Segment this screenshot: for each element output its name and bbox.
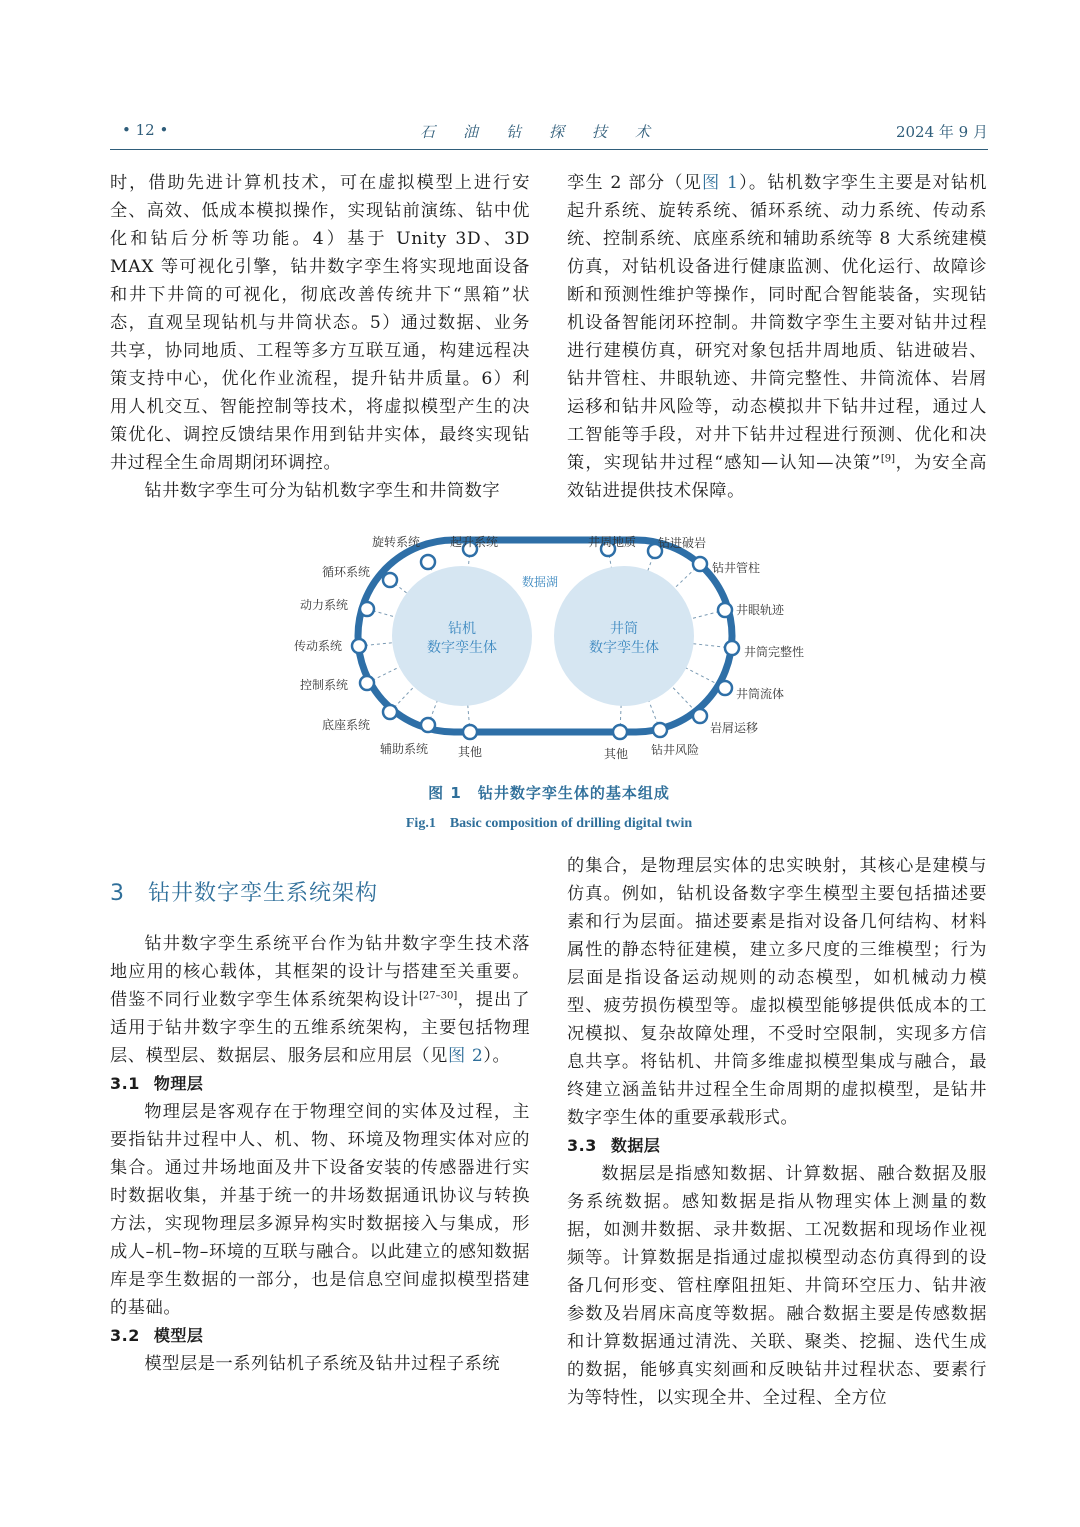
- citation[interactable]: [27–30]: [419, 990, 458, 1002]
- rig-node: [421, 555, 435, 569]
- right-column-top: [567, 169, 987, 505]
- well-node-label: 井筒流体: [736, 687, 785, 701]
- left-column-bottom: [110, 880, 530, 1378]
- well-circle-line-2: 数字孪生体: [589, 640, 659, 656]
- paragraph: 的集合，是物理层实体的忠实映射，其核心是建模与仿真。例如，钻机设备数字孪生模型主要包括描述要素和行为层面。描述要素是指对设备几何结构、材料属性的静态特征建模，建立多尺度的三维模型；行为层面是指设备运动规则的动态模型，如机械动力模型、疲劳损伤模型等。虚拟模型能够提供低成本的工况模拟、复杂故障处理，不受时空限制，实现多方信息共享。将钻机、井筒多维虚拟模型集成与融合，最终建立涵盖钻井过程全生命周期的虚拟模型，是钻井数字孪生体的重要承载形式。: [567, 856, 987, 1128]
- well-node-label: 井眼轨迹: [736, 603, 785, 617]
- text-run: ，提出了适用于钻井数字孪生的五维系统架构，主要包括物理层、模型层、数据层、服务层和应用层（见: [110, 990, 531, 1066]
- text-run: 孪生 2 部分（见: [567, 173, 702, 193]
- rig-node: [360, 676, 374, 690]
- well-node: [693, 709, 707, 723]
- digital-twin-diagram: [270, 520, 830, 768]
- subsection-number: 3.1: [110, 1074, 140, 1093]
- data-lake-label: 数据湖: [521, 575, 559, 589]
- subsection-number: 3.3: [567, 1136, 597, 1155]
- rig-node-label: 循环系统: [321, 565, 370, 579]
- paragraph: 时，借助先进计算机技术，可在虚拟模型上进行安全、高效、低成本模拟操作，实现钻前演练、钻中优化和钻后分析等功能。4）基于 Unity 3D、3D MAX 等可视化引擎，钻井数字孪生将实现地面设备和井下井筒的可视化，彻底改善传统井下“黑箱”状态，直观呈现钻机与井筒状态。5）通过数据、业务共享，协同地质、工程等多方互联互通，构建远程决策支持中心，优化作业流程，提升钻井质量。6）利用人机交互、智能控制等技术，将虚拟模型产生的决策优化、调控反馈结果作用到钻井实体，最终实现钻井过程全生命周期闭环调控。: [110, 173, 530, 473]
- well-node-label: 钻井管柱: [712, 561, 761, 575]
- well-node-label: 岩屑运移: [710, 721, 759, 735]
- rig-circle-line-1: 钻机: [448, 621, 476, 637]
- well-node-label: 钻井风险: [650, 743, 700, 757]
- well-node-label: 其他: [603, 747, 629, 761]
- paragraph: 物理层是客观存在于物理空间的实体及过程，主要指钻井过程中人、机、物、环境及物理实体对应的集合。通过井场地面及井下设备安装的传感器进行实时数据收集，并基于统一的井场数据通讯协议与转换方法，实现物理层多源异构实时数据接入与集成，形成人–机–物–环境的互联与融合。以此建立的感知数据库是孪生数据的一部分，也是信息空间虚拟模型搭建的基础。: [110, 1102, 530, 1318]
- well-node: [718, 681, 732, 695]
- issue-date: 2024 年 9 月: [895, 123, 988, 141]
- rig-node-label: 控制系统: [299, 678, 348, 692]
- rig-node-label: 底座系统: [321, 718, 370, 732]
- figure-caption-en: Fig.1 Basic composition of drilling digital twin: [405, 816, 693, 831]
- paragraph: [567, 169, 987, 505]
- well-node-label: 井周地质: [587, 535, 637, 549]
- rig-node: [352, 639, 366, 653]
- well-node: [613, 725, 627, 739]
- rig-node-label: 其他: [457, 745, 483, 759]
- subsection-title: 模型层: [153, 1326, 204, 1345]
- figure-link[interactable]: 图 1: [701, 173, 739, 193]
- right-column-bottom: [567, 852, 987, 1412]
- rig-node-label: 旋转系统: [371, 535, 420, 549]
- rig-node-label: 动力系统: [299, 598, 348, 612]
- paragraph: 数据层是指感知数据、计算数据、融合数据及服务系统数据。感知数据是指从物理实体上测量的数据，如测井数据、录井数据、工况数据和现场作业视频等。计算数据是指通过虚拟模型动态仿真得到的设备几何形变、管柱摩阻扭矩、井筒环空压力、钻井液参数及岩屑床高度等数据。融合数据主要是传感数据和计算数据通过清洗、关联、聚类、挖掘、迭代生成的数据，能够真实刻画和反映钻井过程状态、要素行为等特性，以实现全井、全过程、全方位: [567, 1164, 987, 1408]
- text-run: ）。: [483, 1046, 511, 1066]
- subsection-number: 3.2: [110, 1326, 140, 1345]
- rig-node: [383, 705, 397, 719]
- figure-1: [270, 520, 830, 768]
- rig-node: [360, 602, 374, 616]
- header-rule: [110, 149, 988, 150]
- well-node: [693, 557, 707, 571]
- well-node: [725, 641, 739, 655]
- paragraph: 钻井数字孪生可分为钻机数字孪生和井筒数字: [144, 481, 501, 501]
- running-header: [110, 121, 988, 147]
- rig-node: [463, 725, 477, 739]
- section-heading: 3 钻井数字孪生系统架构: [110, 881, 378, 906]
- paragraph: [110, 930, 530, 1070]
- subsection-heading: [567, 1132, 987, 1160]
- journal-title: 石油钻探技术: [419, 123, 678, 141]
- subsection-title: 物理层: [153, 1074, 204, 1093]
- well-node: [653, 723, 667, 737]
- figure-link[interactable]: 图 2: [447, 1046, 484, 1066]
- well-node-label: 钻进破岩: [657, 536, 707, 550]
- well-node-label: 井筒完整性: [744, 645, 805, 659]
- left-column-top: [110, 169, 530, 505]
- rig-circle-line-2: 数字孪生体: [427, 640, 497, 656]
- rig-node-label: 传动系统: [293, 639, 342, 653]
- rig-node: [421, 718, 435, 732]
- rig-node-label: 起升系统: [449, 535, 499, 549]
- well-node: [718, 603, 732, 617]
- text-run: ）。钻机数字孪生主要是对钻机起升系统、旋转系统、循环系统、动力系统、传动系统、控制系统、底座系统和辅助系统等 8 大系统建模仿真，对钻机设备进行健康监测、优化运行、故障诊断和预测性维护等操作，同时配合智能装备，实现钻机设备智能闭环控制。井筒数字孪生主要对钻井过程进行建模仿真，研究对象包括井周地质、钻进破岩、钻井管柱、井眼轨迹、井筒完整性、井筒流体、岩屑运移和钻井风险等，动态模拟井下钻井过程，通过人工智能等手段，对井下钻井过程进行预测、优化和决策，实现钻井过程“感知—认知—决策”: [567, 173, 987, 473]
- subsection-heading: [110, 1322, 530, 1350]
- paragraph: 模型层是一系列钻机子系统及钻井过程子系统: [144, 1354, 501, 1374]
- subsection-heading: [110, 1070, 530, 1098]
- rig-node: [383, 573, 397, 587]
- citation[interactable]: [9]: [880, 453, 895, 465]
- subsection-title: 数据层: [610, 1136, 661, 1155]
- figure-caption-cn: 图 1 钻井数字孪生体的基本组成: [428, 784, 670, 802]
- well-circle-line-1: 井筒: [610, 621, 638, 637]
- text-run: ，为安全高效钻进提供技术保障。: [567, 453, 987, 501]
- page-number: • 12 •: [122, 121, 169, 139]
- text-run: 钻井数字孪生系统平台作为钻井数字孪生技术落地应用的核心载体，其框架的设计与搭建至关重要。借鉴不同行业数字孪生体系统架构设计: [110, 934, 530, 1010]
- rig-node-label: 辅助系统: [379, 742, 429, 756]
